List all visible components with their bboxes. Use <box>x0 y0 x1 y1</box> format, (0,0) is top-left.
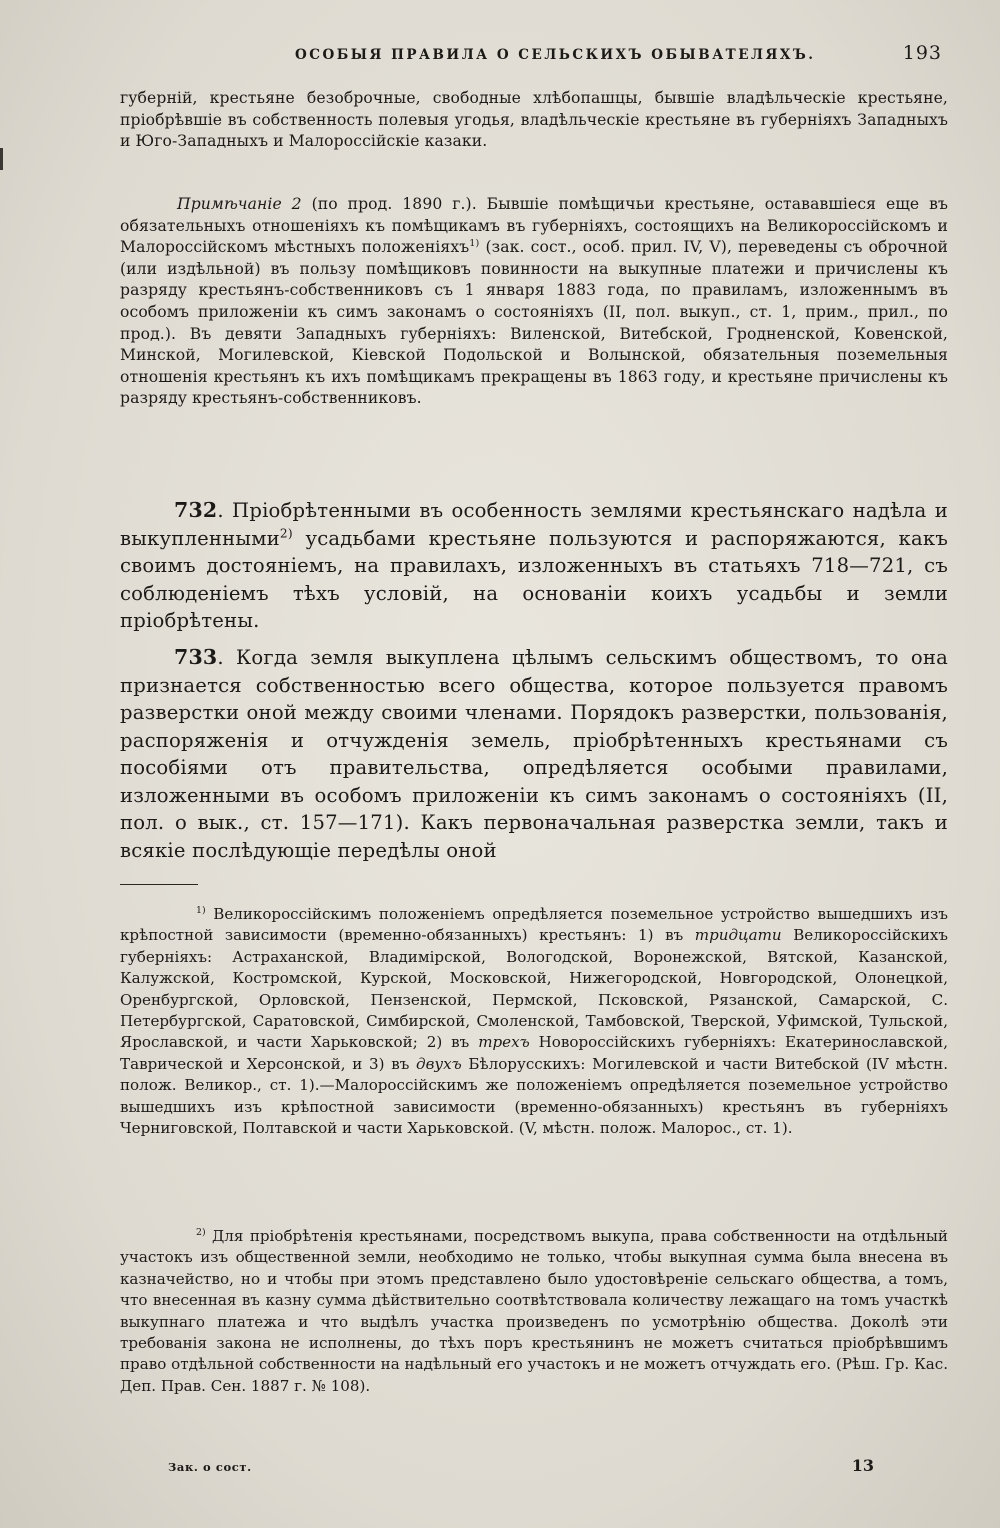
footnote-1-text-c: Новороссійскихъ губерніяхъ: Екатеринославской, Таврической и Херсонской, и 3) въ <box>120 1033 948 1073</box>
article-733-number: 733 <box>174 645 218 669</box>
article-733-text: . Когда земля выкуплена цѣлымъ сельскимъ обществомъ, то она признается собственностью всего общества, которое пользуется правомъ разверстки оной между своими членами. Порядокъ разверстки, пользованія, распоряженія и отчужденія земель, пріобрѣтенныхъ крестьянами съ пособіями отъ правительства, опредѣляется особыми правилами, изложенными въ особомъ приложеніи къ симъ законамъ о состояніяхъ (II, пол. о вык., ст. 157—171). Какъ первоначальная разверстка земли, такъ и всякіе послѣдующіе передѣлы оной <box>120 646 948 862</box>
footnote-1-em-c: двухъ <box>416 1054 462 1073</box>
footnote-1 <box>120 904 948 1139</box>
footnote-2-marker: 2) <box>196 1226 206 1238</box>
article-732-text-a: . Пріобрѣтенными въ особенность землями крестьянскаго надѣла и выкупленными <box>120 499 948 550</box>
page-number: 193 <box>902 42 942 64</box>
continuation-paragraph: губерній, крестьяне безоброчные, свободные хлѣбопашцы, бывшіе владѣльческіе крестьяне, пріобрѣвшіе въ собственность полевыя угодья, владѣльческіе крестьяне въ губерніяхъ Западныхъ и Юго-Западныхъ и Малороссійскіе казаки. <box>120 89 948 151</box>
footnote-1-text-a: Великороссійскимъ положеніемъ опредѣляется поземельное устройство вышедшихъ изъ крѣпостной зависимости (временно-обязанныхъ) крестьянъ: 1) въ <box>120 905 948 945</box>
footnote-1-text-b: Великороссійскихъ губерніяхъ: Астраханской, Владимірской, Вологодской, Воронежской, Вятской, Казанской, Калужской, Костромской, Курской, Московской, Нижегородской, Новгородской, Олонецкой, Оренбургской, Орловской, Пензенской, Пермской, Псковской, Рязанской, Самарской, С. Петербургской, Саратовской, Симбирской, Смоленской, Тамбовской, Тверской, Уфимской, Тульской, Ярославской, и части Харьковской; 2) въ <box>120 926 948 1052</box>
footnote-2 <box>120 1226 948 1397</box>
article-732-text-b: усадьбами крестьяне пользуются и распоряжаются, какъ своимъ достояніемъ, на правилахъ, изложенныхъ въ статьяхъ 718—721, съ соблюденіемъ тѣхъ условій, на основаніи коихъ усадьбы и земли пріобрѣтены. <box>120 526 948 632</box>
sheet-number: 13 <box>851 1456 874 1475</box>
page-footer <box>168 1456 874 1475</box>
signature-mark: Зак. о сост. <box>168 1460 252 1474</box>
margin-mark <box>0 148 3 170</box>
article-732-number: 732 <box>174 498 218 522</box>
footnote-1-em-b: трехъ <box>478 1033 530 1052</box>
footnote-2-paragraph <box>120 1226 948 1397</box>
note-2-text-a: (по прод. 1890 г.). Бывшіе помѣщичьи крестьяне, остававшіеся еще въ обязательныхъ отношеніяхъ къ помѣщикамъ въ губерніяхъ, состоящихъ на Великороссійскомъ и Малороссійскомъ мѣстныхъ положеніяхъ <box>120 195 949 257</box>
footnote-1-paragraph <box>120 904 948 1139</box>
continuation-block <box>120 88 948 153</box>
footnote-1-text-d: Бѣлорусскихъ: Могилевской и части Витебской (IV мѣстн. полож. Великор., ст. 1).—Малороссійскимъ же положеніемъ опредѣляется поземельное устройство вышедшихъ изъ крѣпостной зависимости (временно-обязанныхъ) крестьянъ въ губерніяхъ Черниговской, Полтавской и части Харьковской. (V, мѣстн. полож. Малорос., ст. 1). <box>120 1054 948 1138</box>
note-2-paragraph <box>120 194 948 410</box>
article-733-paragraph <box>120 644 948 864</box>
article-732 <box>120 497 948 635</box>
article-732-footnote-ref: 2) <box>279 525 293 540</box>
footnote-2-text: Для пріобрѣтенія крестьянами, посредствомъ выкупа, права собственности на отдѣльный участокъ изъ общественной земли, необходимо не только, чтобы выкупная сумма была внесена въ казначейство, но и чтобы при этомъ представлено было удостовѣреніе сельскаго общества, а томъ, что внесенная въ казну сумма дѣйствительно соотвѣтствовала количеству лежащаго на томъ участкѣ выкупнаго платежа и что выдѣлъ участка произведенъ по усмотрѣнію общества. Доколѣ эти требованія закона не исполнены, до тѣхъ поръ крестьянинъ не можетъ считаться пріобрѣвшимъ право отдѣльной собственности на надѣльный его участокъ и не можетъ отчуждать его. (Рѣш. Гр. Кас. Деп. Прав. Сен. 1887 г. № 108). <box>120 1227 948 1395</box>
note-2-label: Примѣчаніе 2 <box>177 195 302 213</box>
page-header <box>295 42 942 64</box>
article-733 <box>120 644 948 864</box>
note-2-text-b: (зак. сост., особ. прил. IV, V), переведены съ оброчной (или издѣльной) въ пользу помѣщиковъ повинности на выкупные платежи и причислены къ разряду крестьянъ-собственниковъ съ 1 января 1883 года, по правиламъ, изложеннымъ въ особомъ приложеніи къ симъ законамъ о состояніяхъ (II, пол. выкуп., ст. 1, прим., прил., по прод.). Въ девяти Западныхъ губерніяхъ: Виленской, Витебской, Гродненской, Ковенской, Минской, Могилевской, Кіевской Подольской и Волынской, обязательныя поземельныя отношенія крестьянъ къ ихъ помѣщикамъ прекращены въ 1863 году, и крестьяне причислены къ разряду крестьянъ-собственниковъ. <box>120 238 949 408</box>
footnote-divider <box>120 884 198 885</box>
footnote-1-em-a: тридцати <box>694 926 782 945</box>
footnote-1-marker: 1) <box>196 904 206 916</box>
running-title: ОСОБЫЯ ПРАВИЛА О СЕЛЬСКИХЪ ОБЫВАТЕЛЯХЪ. <box>295 47 816 63</box>
note-2-block <box>120 194 948 410</box>
article-732-paragraph <box>120 497 948 635</box>
note-2-footnote-ref: 1) <box>469 238 480 249</box>
